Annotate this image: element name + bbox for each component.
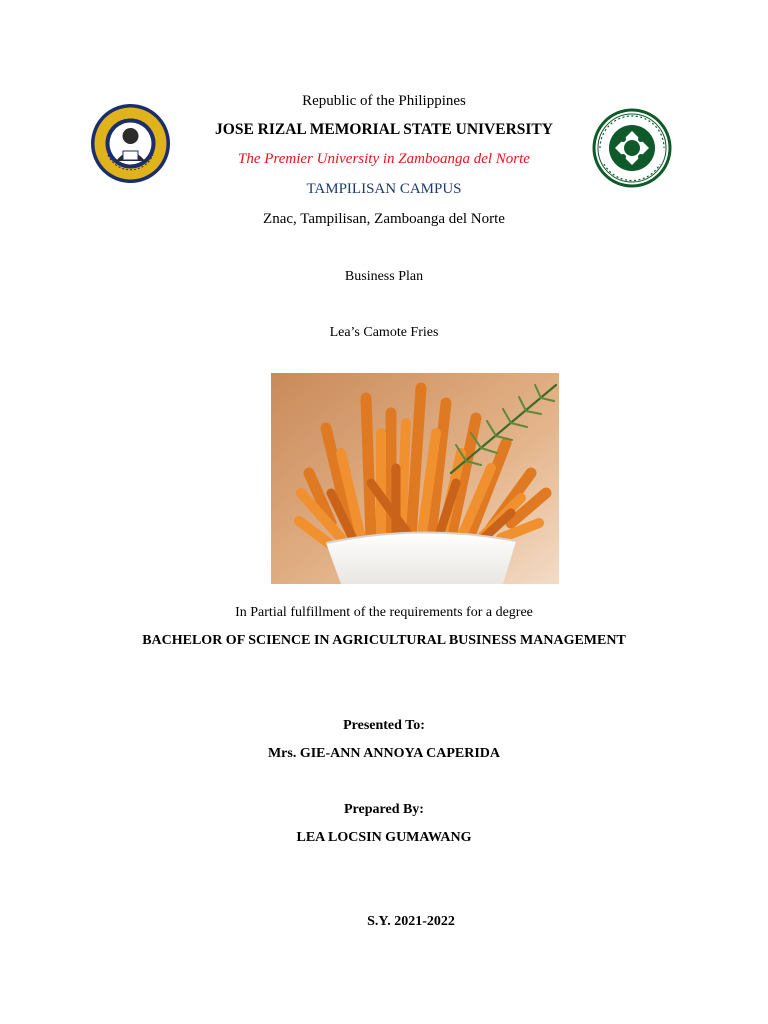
- republic-line: Republic of the Philippines: [302, 93, 466, 109]
- campus-address: Znac, Tampilisan, Zamboanga del Norte: [263, 211, 505, 227]
- presented-to-name: Mrs. GIE-ANN ANNOYA CAPERIDA: [267, 746, 501, 761]
- document-title: Lea’s Camote Fries: [329, 325, 439, 340]
- degree-name: BACHELOR OF SCIENCE IN AGRICULTURAL BUSINESS MANAGEMENT: [142, 633, 626, 648]
- college-seal-logo: [592, 108, 672, 188]
- school-year: S.Y. 2021-2022: [367, 914, 455, 929]
- document-type: Business Plan: [344, 269, 424, 284]
- presented-to-label: Presented To:: [343, 718, 425, 733]
- prepared-by-label: Prepared By:: [344, 802, 424, 817]
- camote-fries-photo: [271, 373, 559, 584]
- degree-intro: In Partial fulfillment of the requirements for a degree: [235, 605, 533, 620]
- university-tagline: The Premier University in Zamboanga del Norte: [238, 151, 530, 167]
- campus-name: TAMPILISAN CAMPUS: [306, 181, 462, 197]
- university-name: JOSE RIZAL MEMORIAL STATE UNIVERSITY: [215, 121, 553, 138]
- prepared-by-name: LEA LOCSIN GUMAWANG: [296, 830, 472, 845]
- university-seal-logo: [90, 103, 171, 184]
